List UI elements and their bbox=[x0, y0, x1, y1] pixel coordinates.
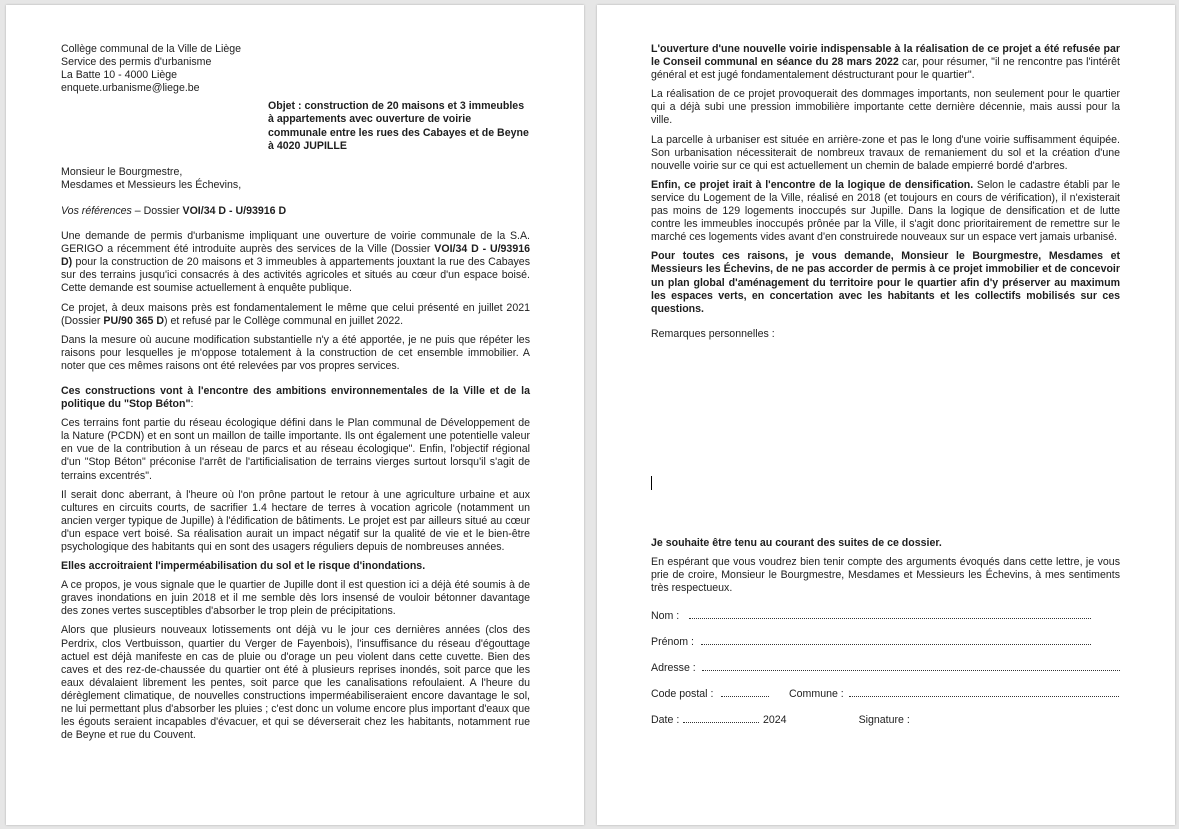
paragraph-text: car, pour résumer, "il ne rencontre pas l'intérêt général et est jugé fondamentalement déstructurant pour le quartier". bbox=[651, 56, 1120, 82]
form-row-date-signature bbox=[651, 713, 1120, 739]
section-heading-text: Ces constructions vont à l'encontre des ambitions environnementales de la Ville et de la politique du "Stop Béton" bbox=[61, 384, 530, 411]
salutation-line: Mesdames et Messieurs les Échevins, bbox=[61, 178, 242, 191]
paragraph-text: pour la construction de 20 maisons et 3 immeubles à appartements jouxtant la rue des Cabayes sur des terrains jusqu'ici consacrés à des activités agricoles et situés au cœur d'un espace boisé. Cette demande est soumise actuellement à enquête publique. bbox=[61, 256, 530, 295]
paragraph: Ces terrains font partie du réseau écologique défini dans le Plan communal de Développement de la Nature (PCDN) et en sont un maillon de taille importante. Ils ont également une potentielle valeur en vue de la contribution à un réseau de parcs et au réseau écologique". Enfin, l'objectif régional d'un "Stop Béton" préconise l'arrêt de l'artificialisation de terrains vierges surtout lorsqu'il s'agit de terrains excentrés". bbox=[61, 417, 530, 482]
section-heading bbox=[61, 385, 530, 411]
dossier-number: VOI/34 D - U/93916 D) bbox=[61, 243, 530, 269]
remarks-area[interactable] bbox=[651, 347, 1120, 537]
form-row-code-postal-commune bbox=[651, 687, 1120, 713]
paragraph bbox=[61, 302, 530, 328]
adresse-field[interactable] bbox=[702, 661, 1120, 671]
prenom-field[interactable] bbox=[701, 635, 1091, 645]
paragraph bbox=[651, 179, 1120, 244]
remarks-label: Remarques personnelles : bbox=[651, 327, 775, 340]
paragraph-bold: L'ouverture d'une nouvelle voirie indispensable à la réalisation de ce projet a été refusée par le Conseil communal en séance du 28 mars 2022 bbox=[651, 43, 1120, 69]
paragraph bbox=[61, 230, 530, 295]
letter-subject: Objet : construction de 20 maisons et 3 immeubles à appartements avec ouverture de voirie communale entre les rues des Cabayes et de Beyne à 4020 JUPILLE bbox=[268, 100, 529, 152]
paragraph: Alors que plusieurs nouveaux lotissements ont déjà vu le jour ces dernières années (clos des Perdrix, clos Vertbuisson, quartier du Verger de Fayenbois), l'insuffisance du réseau d'égouttage actuel est déjà manifeste en cas de pluie ou d'orage un peu violent dans cette cuvette. Bien des caves et des rez-de-chaussée du quartier ont été à plusieurs reprises inondés, soit parce que les eaux dévalaient librement les pentes, soit parce que les canalisations refoulaient. A l'heure du dérèglement climatique, de nouvelles constructions imperméabiliseraient encore davantage le sol, ne lui permettant plus d'absorber les pluies ; c'est donc un volume encore plus important d'eaux que les égouts seraient incapables d'évacuer, et qui se déverserait chez les habitants, notamment rue de Beyne et rue du Couvent. bbox=[61, 624, 530, 742]
text-cursor bbox=[651, 476, 652, 490]
keep-informed-line: Je souhaite être tenu au courant des suites de ce dossier. bbox=[651, 536, 942, 549]
address-line: Service des permis d'urbanisme bbox=[61, 56, 212, 69]
prenom-label: Prénom : bbox=[651, 636, 694, 649]
references-line bbox=[61, 205, 530, 218]
address-email: enquete.urbanisme@liege.be bbox=[61, 82, 200, 95]
nom-label: Nom : bbox=[651, 610, 680, 623]
section-heading-colon: : bbox=[190, 398, 194, 411]
references-label: Vos références bbox=[61, 204, 132, 217]
salutation-line: Monsieur le Bourgmestre, bbox=[61, 165, 183, 178]
salutation bbox=[61, 166, 530, 192]
commune-label: Commune : bbox=[789, 688, 844, 701]
document-page-1 bbox=[6, 5, 584, 825]
paragraph: Dans la mesure où aucune modification substantielle n'y a été apportée, je ne puis que répéter les raisons pour lesquelles je m'oppose totalement à la construction de cet ensemble immobilier. A noter que ces mêmes raisons ont été relevées par vos propres services. bbox=[61, 333, 530, 372]
signature-form bbox=[651, 609, 1120, 739]
paragraph: Il serait donc aberrant, à l'heure où l'on prône partout le retour à une agriculture urbaine et aux cultures en circuits courts, de sacrifier 1.4 hectare de terres à vocation agricole (notamment un ancien verger typique de Jupille) à l'édification de bâtiments. Le projet est par ailleurs situé au cœur d'un espace vert boisé. Sa réalisation aurait un impact négatif sur la qualité de vie et le bien-être psychologique des habitants qui en sont des usagers réguliers depuis de nombreuses années. bbox=[61, 488, 530, 553]
paragraph bbox=[651, 43, 1120, 82]
document-page-2 bbox=[597, 5, 1175, 825]
closing-paragraph: En espérant que vous voudrez bien tenir compte des arguments évoqués dans cette lettre, je vous prie de croire, Monsieur le Bourgmestre, Mesdames et Messieurs les Échevins, à mes sentiments très respectueux. bbox=[651, 555, 1120, 595]
paragraph-text: Ce projet, à deux maisons près est fondamentalement le même que celui présenté en juillet 2021 (Dossier bbox=[61, 301, 530, 327]
form-row-prenom bbox=[651, 635, 1120, 661]
references-value: VOI/34 D - U/93916 D bbox=[182, 204, 287, 217]
adresse-label: Adresse : bbox=[651, 662, 696, 675]
section-heading: Elles accroitraient l'imperméabilisation du sol et le risque d'inondations. bbox=[61, 560, 426, 573]
date-label: Date : bbox=[651, 714, 680, 727]
address-line: Collège communal de la Ville de Liège bbox=[61, 43, 242, 55]
references-separator: – Dossier bbox=[131, 204, 183, 217]
paragraph-text: Une demande de permis d'urbanisme impliquant une ouverture de voirie communale de la S.A. GERIGO a récemment été introduite auprès des services de la Ville (Dossier bbox=[61, 230, 530, 256]
dossier-number: PU/90 365 D bbox=[103, 314, 165, 327]
form-row-nom bbox=[651, 609, 1120, 635]
code-postal-label: Code postal : bbox=[651, 688, 714, 701]
paragraph-text: Selon le cadastre établi par le service du Logement de la Ville, réalisé en 2018 (et toujours en cours de vérification), il n'existerait pas moins de 129 logements inoccupés sur Jupille. Dans la logique de densification et de lutte contre les immeubles inoccupés prônée par la Ville, il s'agit donc prioritairement de remettre sur le marché ces logements vides avant d'en construirede nouveaux sur un espace vert jamais urbanisé. bbox=[651, 178, 1121, 244]
recipient-address bbox=[61, 43, 530, 95]
paragraph-bold: Enfin, ce projet irait à l'encontre de la logique de densification. bbox=[651, 178, 974, 191]
date-year: 2024 bbox=[763, 714, 787, 727]
request-paragraph: Pour toutes ces raisons, je vous demande, Monsieur le Bourgmestre, Mesdames et Messieurs les Échevins, de ne pas accorder de permis à ce projet immobilier et de concevoir un plan global d'aménagement du territoire pour le quartier afin d'y préserver au maximum les espaces verts, en concertation avec les habitants et les collectifs mobilisés sur ces questions. bbox=[651, 250, 1120, 315]
paragraph: La réalisation de ce projet provoquerait des dommages importants, non seulement pour le quartier qui a déjà subi une pression immobilière importante cette dernière décennie, mais aussi pour la ville. bbox=[651, 88, 1120, 127]
signature-label: Signature : bbox=[858, 714, 910, 727]
paragraph-text: ) et refusé par le Collège communal en juillet 2022. bbox=[164, 314, 404, 327]
form-row-adresse bbox=[651, 661, 1120, 687]
paragraph: La parcelle à urbaniser est située en arrière-zone et pas le long d'une voirie suffisamment équipée. Son urbanisation nécessiterait de nombreux travaux de remaniement du sol et la création d'une nouvelle voirie sur ce qui est actuellement un chemin de balade empierré bordé d'arbres. bbox=[651, 133, 1120, 172]
commune-field[interactable] bbox=[849, 687, 1119, 697]
nom-field[interactable] bbox=[689, 609, 1091, 619]
paragraph: A ce propos, je vous signale que le quartier de Jupille dont il est question ici a déjà été soumis à de graves inondations en juin 2018 et il me semble dès lors insensé de vouloir bétonner davantage des zones vertes susceptibles d'absorber le trop plein de précipitations. bbox=[61, 579, 530, 618]
date-field[interactable] bbox=[683, 713, 759, 723]
code-postal-field[interactable] bbox=[721, 687, 769, 697]
address-line: La Batte 10 - 4000 Liège bbox=[61, 69, 178, 82]
